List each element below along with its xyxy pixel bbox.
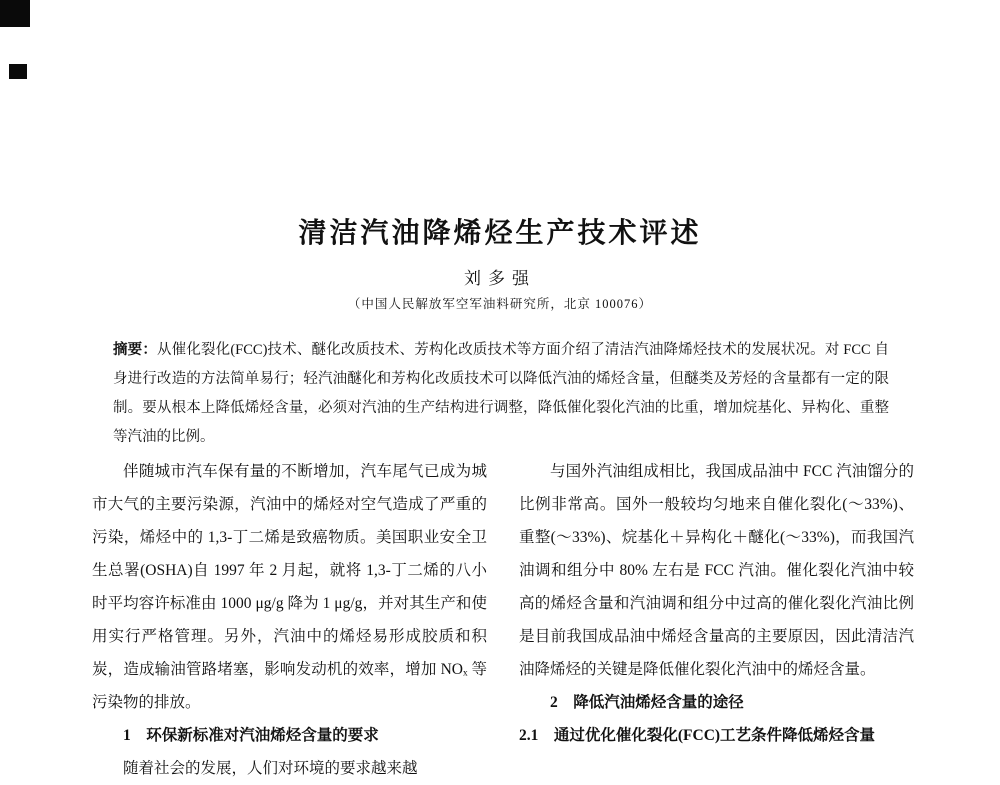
section-heading-2-1: 2.1 通过优化催化裂化(FCC)工艺条件降低烯烃含量	[519, 727, 876, 744]
section-heading-1: 1 环保新标准对汽油烯烃含量的要求	[123, 727, 379, 744]
scan-artifact-bottom	[9, 64, 27, 79]
left-column	[92, 455, 487, 785]
scan-artifact-top	[0, 0, 30, 27]
abstract-block	[113, 336, 889, 452]
left-paragraph-2: 随着社会的发展，人们对环境的要求越来越	[123, 760, 418, 777]
author-name: 刘多强	[464, 269, 536, 288]
right-column	[519, 455, 914, 785]
section-heading-2: 2 降低汽油烯烃含量的途径	[550, 694, 744, 711]
left-paragraph-1: 伴随城市汽车保有量的不断增加，汽车尾气已成为城市大气的主要污染源，汽油中的烯烃对空气造成了严重的污染，烯烃中的 1,3-丁二烯是致癌物质。美国职业安全卫生总署(OSHA)自 1997 年 2 月起，就将 1,3-丁二烯的八小时平均容许标准由 1000 μg/g 降为 1 μg/g，并对其生产和使用实行严格管理。另外，汽油中的烯烃易形成胶质和积炭，造成输油管路堵塞，影响发动机的效率，增加 NOₓ 等污染物的排放。	[92, 463, 487, 711]
paper-title: 清洁汽油降烯烃生产技术评述	[298, 217, 702, 249]
abstract-text: 从催化裂化(FCC)技术、醚化改质技术、芳构化改质技术等方面介绍了清洁汽油降烯烃技术的发展状况。对 FCC 自身进行改造的方法简单易行；轻汽油醚化和芳构化改质技术可以降低汽油的烯烃含量，但醚类及芳烃的含量都有一定的限制。要从根本上降低烯烃含量，必须对汽油的生产结构进行调整，降低催化裂化汽油的比重，增加烷基化、异构化、重整等汽油的比例。	[113, 342, 890, 445]
right-paragraph-1: 与国外汽油组成相比，我国成品油中 FCC 汽油馏分的比例非常高。国外一般较均匀地来自催化裂化(～33%)、重整(～33%)、烷基化＋异构化＋醚化(～33%)，而我国汽油调和组分中 80% 左右是 FCC 汽油。催化裂化汽油中较高的烯烃含量和汽油调和组分中过高的催化裂化汽油比例是目前我国成品油中烯烃含量高的主要原因，因此清洁汽油降烯烃的关键是降低催化裂化汽油中的烯烃含量。	[519, 463, 914, 678]
abstract-label: 摘要：	[113, 342, 157, 358]
body-columns	[92, 455, 914, 785]
author-affiliation: （中国人民解放军空军油料研究所，北京 100076）	[347, 297, 653, 311]
